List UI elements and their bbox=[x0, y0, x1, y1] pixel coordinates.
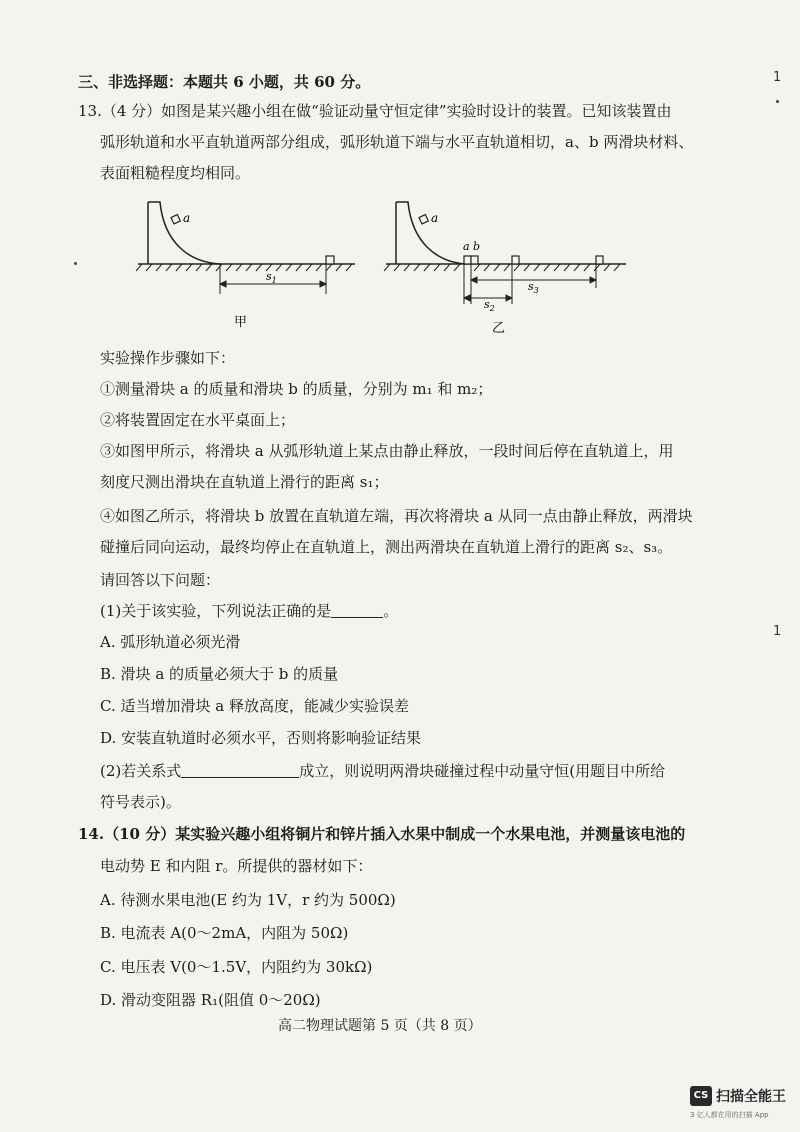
label-s3: $s_3$ bbox=[528, 280, 539, 295]
step-3-line2: 刻度尺测出滑块在直轨道上滑行的距离 s₁； bbox=[100, 473, 389, 491]
q14-option-c: C. 电压表 V(0～1.5V，内阻约为 30kΩ) bbox=[100, 958, 373, 976]
caption-yi: 乙 bbox=[492, 321, 506, 336]
page-footer: 高二物理试题第 5 页（共 8 页） bbox=[278, 1018, 482, 1034]
q13-line1: 13.（4 分）如图是某兴趣小组在做“验证动量守恒定律”实验时设计的装置。已知该装置由 bbox=[78, 102, 672, 120]
steps-intro: 实验操作步骤如下： bbox=[100, 349, 236, 367]
answer-blank-1[interactable] bbox=[331, 617, 383, 618]
q14-line2: 电动势 E 和内阻 r。所提供的器材如下： bbox=[100, 857, 373, 875]
block-a-stopped bbox=[326, 256, 334, 264]
q13-line3: 表面粗糙程度均相同。 bbox=[100, 164, 251, 182]
step-1: ①测量滑块 a 的质量和滑块 b 的质量，分别为 m₁ 和 m₂； bbox=[100, 380, 493, 398]
q13-option-d: D. 安装直轨道时必须水平，否则将影响验证结果 bbox=[100, 729, 422, 747]
margin-mark: 1 bbox=[773, 624, 782, 639]
scanner-slogan: 3 亿人都在用的扫描 App bbox=[690, 1111, 769, 1119]
block-a-stopped bbox=[512, 256, 519, 264]
answer-blank-2[interactable] bbox=[181, 777, 299, 778]
label-a: a bbox=[183, 211, 191, 225]
part2-suffix: 成立，则说明两滑块碰撞过程中动量守恒(用题目中所给 bbox=[299, 762, 666, 780]
caption-jia: 甲 bbox=[234, 315, 248, 330]
label-a-start: a bbox=[431, 211, 439, 225]
label-s1: $s_1$ bbox=[266, 270, 277, 285]
q13-part1 bbox=[100, 601, 398, 621]
q13-option-c: C. 适当增加滑块 a 释放高度，能减少实验误差 bbox=[100, 697, 409, 715]
scan-speck bbox=[74, 262, 77, 265]
q13-option-a: A. 弧形轨道必须光滑 bbox=[100, 633, 241, 651]
part1-suffix: 。 bbox=[383, 602, 399, 620]
block-b bbox=[471, 256, 478, 264]
label-ab: a b bbox=[463, 240, 481, 253]
block-a-start bbox=[419, 215, 428, 224]
q13-part2 bbox=[100, 761, 665, 781]
step-4-line2: 碰撞后同向运动，最终均停止在直轨道上，测出两滑块在直轨道上滑行的距离 s₂、s₃。 bbox=[100, 538, 673, 556]
margin-mark: 1 bbox=[773, 70, 782, 85]
q13-part2-line2: 符号表示)。 bbox=[100, 793, 181, 811]
step-3-line1: ③如图甲所示，将滑块 a 从弧形轨道上某点由静止释放，一段时间后停在直轨道上，用 bbox=[100, 442, 674, 460]
q14-option-d: D. 滑动变阻器 R₁(阻值 0～20Ω) bbox=[100, 991, 321, 1009]
figure-yi bbox=[378, 192, 638, 342]
label-s2: $s_2$ bbox=[484, 298, 495, 313]
block-a bbox=[464, 256, 471, 264]
block-a bbox=[171, 215, 180, 224]
q14-option-a: A. 待测水果电池(E 约为 1V，r 约为 500Ω) bbox=[100, 891, 396, 909]
scanner-logo-icon: CS bbox=[690, 1086, 712, 1106]
step-2: ②将装置固定在水平桌面上； bbox=[100, 411, 296, 429]
part2-prefix: (2)若关系式 bbox=[100, 762, 182, 780]
scan-speck bbox=[776, 100, 779, 103]
part1-prefix: (1)关于该实验，下列说法正确的是 bbox=[100, 602, 332, 620]
scanner-watermark bbox=[690, 1084, 795, 1124]
scanner-name: 扫描全能王 bbox=[716, 1089, 786, 1105]
step-4-line1: ④如图乙所示，将滑块 b 放置在直轨道左端，再次将滑块 a 从同一点由静止释放，两滑块 bbox=[100, 507, 693, 525]
q14-option-b: B. 电流表 A(0～2mA，内阻为 50Ω) bbox=[100, 924, 349, 942]
q14-line1: 14.（10 分）某实验兴趣小组将铜片和锌片插入水果中制成一个水果电池，并测量该电池的 bbox=[78, 825, 686, 843]
figure-jia bbox=[130, 192, 360, 332]
block-b-stopped bbox=[596, 256, 603, 264]
q13-line2: 弧形轨道和水平直轨道两部分组成，弧形轨道下端与水平直轨道相切，a、b 两滑块材料、 bbox=[100, 133, 694, 151]
q13-option-b: B. 滑块 a 的质量必须大于 b 的质量 bbox=[100, 665, 339, 683]
section-header: 三、非选择题：本题共 6 小题，共 60 分。 bbox=[78, 73, 371, 91]
ask-line: 请回答以下问题： bbox=[100, 571, 221, 589]
